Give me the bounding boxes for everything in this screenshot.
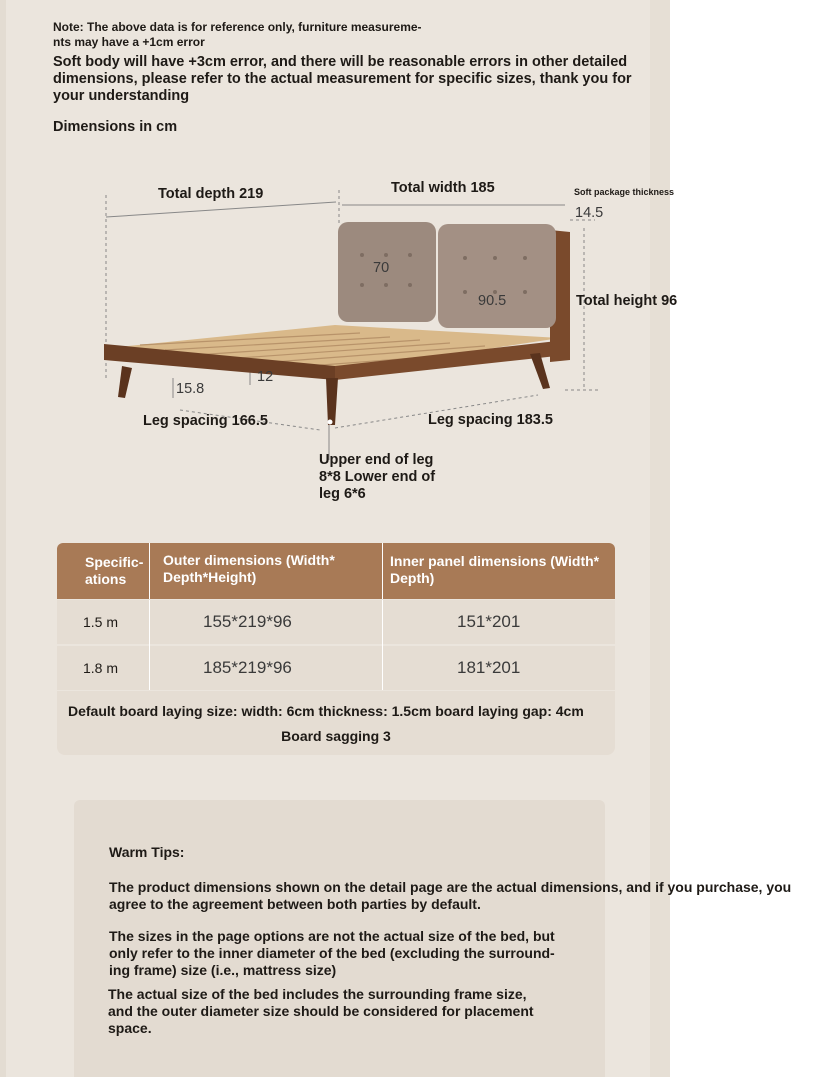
header-specifications: [85, 554, 143, 588]
table-row: [57, 646, 615, 690]
leg-front-right: [530, 353, 550, 389]
error-note: Soft body will have +3cm error, and there will be reasonable errors in other detailed dimensions, please refer to the actual measurement for specific sizes, thank you for your understanding: [53, 54, 632, 104]
total-depth-label: Total depth 219: [158, 186, 264, 202]
tip-actual-size-line1: The actual size of the bed includes the surrounding frame size,: [108, 986, 527, 1002]
soft-package-label: Soft package thickness: [574, 187, 675, 197]
header-spec-line1: Specific-: [85, 554, 144, 570]
row-outer: 155*219*96: [203, 612, 292, 631]
row-divider: [382, 600, 383, 690]
total-width-label: Total width 185: [391, 180, 495, 196]
tip-actual-size: [108, 986, 534, 1037]
header-spec-line2: ations: [85, 571, 127, 587]
row-divider: [149, 600, 150, 690]
leg-front-left: [118, 366, 132, 398]
total-height-label: Total height 96: [576, 293, 678, 309]
soft-package-value: 14.5: [575, 205, 604, 221]
header-divider: [149, 543, 150, 599]
header-outer-dimensions: [163, 552, 335, 586]
header-inner-line2: Depth): [390, 570, 435, 586]
table-header: [57, 543, 615, 599]
board-sagging: Board sagging 3: [281, 728, 391, 744]
header-inner-line1: Inner panel dimensions (Width*: [390, 553, 600, 569]
bed-frame: [104, 222, 570, 425]
row-inner: 181*201: [457, 658, 521, 677]
header-inner-dimensions: [390, 553, 599, 587]
header-outer-line1: Outer dimensions (Width*: [163, 552, 335, 568]
leg-size-note-line1: Upper end of leg: [319, 452, 434, 468]
tip-page-options-line1: The sizes in the page options are not the actual size of the bed, but: [109, 928, 555, 944]
tip-product-dimensions: The product dimensions shown on the detail page are the actual dimensions, and if you purchase, you agree to the agreement between both parties by default.: [109, 879, 792, 912]
row-outer: 185*219*96: [203, 658, 292, 677]
leg-spacing-right-label: Leg spacing 183.5: [428, 412, 553, 428]
reference-note: [53, 20, 473, 50]
leg-size-note-line2: 8*8 Lower end of: [319, 469, 436, 485]
leg-height-value: 15.8: [176, 381, 205, 397]
header-divider: [382, 543, 383, 599]
tip-page-options-line2: only refer to the inner diameter of the bed (excluding the surround-: [109, 945, 555, 961]
headboard-cushion-right: [438, 224, 556, 328]
headboard-height-value: 70: [373, 260, 390, 276]
tip-page-options-line3: ing frame) size (i.e., mattress size): [109, 962, 337, 978]
reference-note-line2: nts may have a +1cm error: [53, 35, 205, 49]
dimensions-title: Dimensions in cm: [53, 119, 178, 135]
frame-height-value: 12: [257, 369, 274, 385]
header-outer-line2: Depth*Height): [163, 569, 257, 585]
board-laying-size: Default board laying size: width: 6cm thickness: 1.5cm board laying gap: 4cm: [68, 703, 584, 719]
tip-page-options: [109, 928, 555, 979]
depth-line: [106, 202, 336, 217]
table-row: [57, 600, 615, 644]
leg-size-note: [319, 452, 435, 503]
table-footer: [57, 691, 615, 755]
row-spec: 1.8 m: [83, 660, 119, 676]
tip-actual-size-line3: space.: [108, 1020, 152, 1036]
panel-edge-left: [0, 0, 6, 1077]
leg-front-center: [326, 378, 338, 425]
tip-actual-size-line2: and the outer diameter size should be considered for placement: [108, 1003, 534, 1019]
cushion-width-value: 90.5: [478, 293, 507, 309]
row-inner: 151*201: [457, 612, 521, 631]
row-spec: 1.5 m: [83, 614, 119, 630]
reference-note-line1: Note: The above data is for reference only, furniture measureme-: [53, 20, 422, 34]
leg-spacing-left-label: Leg spacing 166.5: [143, 413, 268, 429]
warm-tips-title: Warm Tips:: [109, 844, 185, 860]
panel-edge-right: [650, 0, 670, 1077]
leg-callout-dot: [328, 420, 333, 425]
leg-size-note-line3: leg 6*6: [319, 486, 366, 502]
